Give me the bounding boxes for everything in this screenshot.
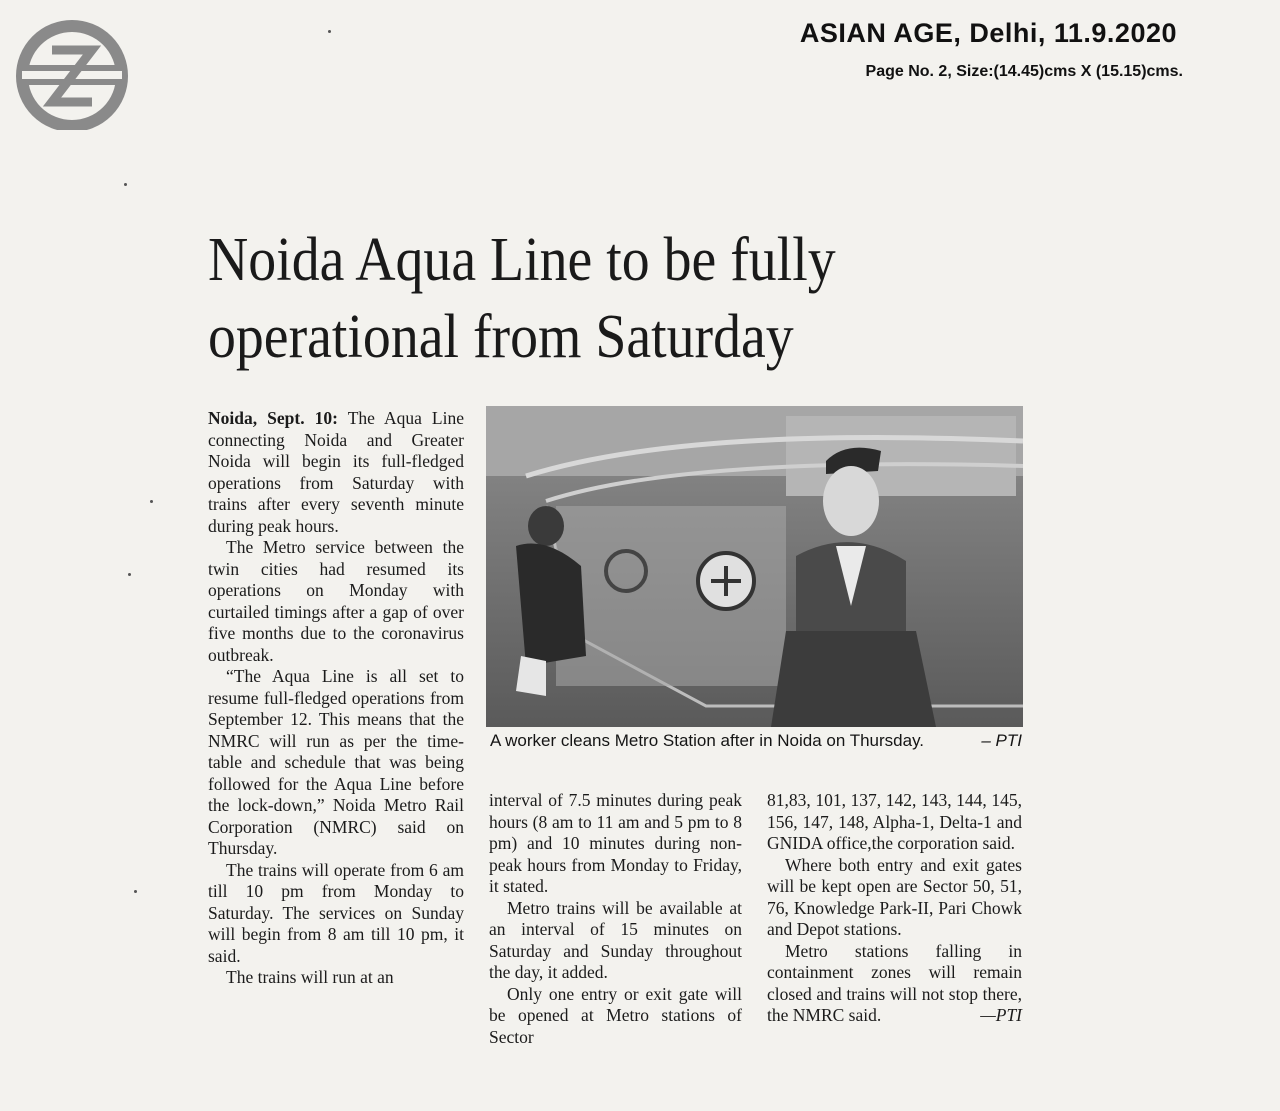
headline-line-2: operational from Saturday [208, 303, 794, 371]
paragraph-text: The Aqua Line connecting Noida and Greater Noida will begin its full-fledged operations from Saturday with trains after every seventh minute during peak hours. [208, 408, 465, 536]
publication-source: ASIAN AGE, Delhi, 11.9.2020 [799, 18, 1177, 48]
photo-credit: – PTI [981, 731, 1022, 750]
paragraph-text: Metro stations falling in containment zones will remain closed and trains will not stop there, the NMRC said. [767, 940, 1022, 1025]
article-column-2 [489, 790, 742, 1048]
dmrc-logo-icon [12, 20, 132, 130]
article-paragraph: Metro trains will be available at an interval of 15 minutes on Saturday and Sunday throughout the day, it added. [489, 897, 742, 982]
metro-station-photo-illustration [486, 406, 1023, 727]
article-paragraph: Only one entry or exit gate will be opened at Metro stations of Sector [489, 983, 742, 1047]
scan-speck [150, 500, 153, 503]
dateline: Noida, Sept. 10: [208, 408, 338, 428]
article-paragraph: Where both entry and exit gates will be kept open are Sector 50, 51, 76, Knowledge Park-II, Pari Chowk and Depot stations. [767, 854, 1022, 939]
article-column-1 [208, 408, 464, 989]
article-paragraph: The trains will run at an [226, 967, 394, 987]
article-column-3 [767, 790, 1022, 1027]
photo-caption [490, 729, 1022, 752]
scan-speck [134, 890, 137, 893]
article-paragraph: interval of 7.5 minutes during peak hours (8 am to 11 am and 5 pm to 8 pm) and 10 minutes during non-peak hours from Monday to Friday, it stated. [489, 790, 742, 896]
article-paragraph: 81,83, 101, 137, 142, 143, 144, 145, 156, 147, 148, Alpha-1, Delta-1 and GNIDA office,the corporation said. [767, 790, 1022, 853]
headline-line-1: Noida Aqua Line to be fully [208, 226, 836, 294]
article-paragraph: The Metro service between the twin cities had resumed its operations on Monday with curtailed timings after a gap of over five months due to the coronavirus outbreak. [208, 537, 464, 665]
page-size-info: Page No. 2, Size:(14.45)cms X (15.15)cms. [865, 63, 1183, 80]
article-paragraph: “The Aqua Line is all set to resume full-fledged operations from September 12. This means that the NMRC will run as per the time-table and schedule that was being followed for the Aqua Line before the lock-down,” Noida Metro Rail Corporation (NMRC) said on Thursday. [208, 666, 464, 858]
article-end-credit: —PTI [980, 1005, 1022, 1025]
scan-speck [124, 183, 127, 186]
article-paragraph [767, 941, 1022, 1027]
caption-text: A worker cleans Metro Station after in Noida on Thursday. [490, 731, 925, 750]
scan-speck [128, 573, 131, 576]
news-photo [486, 406, 1023, 727]
article-paragraph: The trains will operate from 6 am till 10 pm from Monday to Saturday. The services on Sunday will begin from 8 am till 10 pm, it said. [208, 859, 464, 966]
headline [208, 222, 955, 376]
scan-speck [328, 30, 331, 33]
article-paragraph [208, 408, 464, 537]
